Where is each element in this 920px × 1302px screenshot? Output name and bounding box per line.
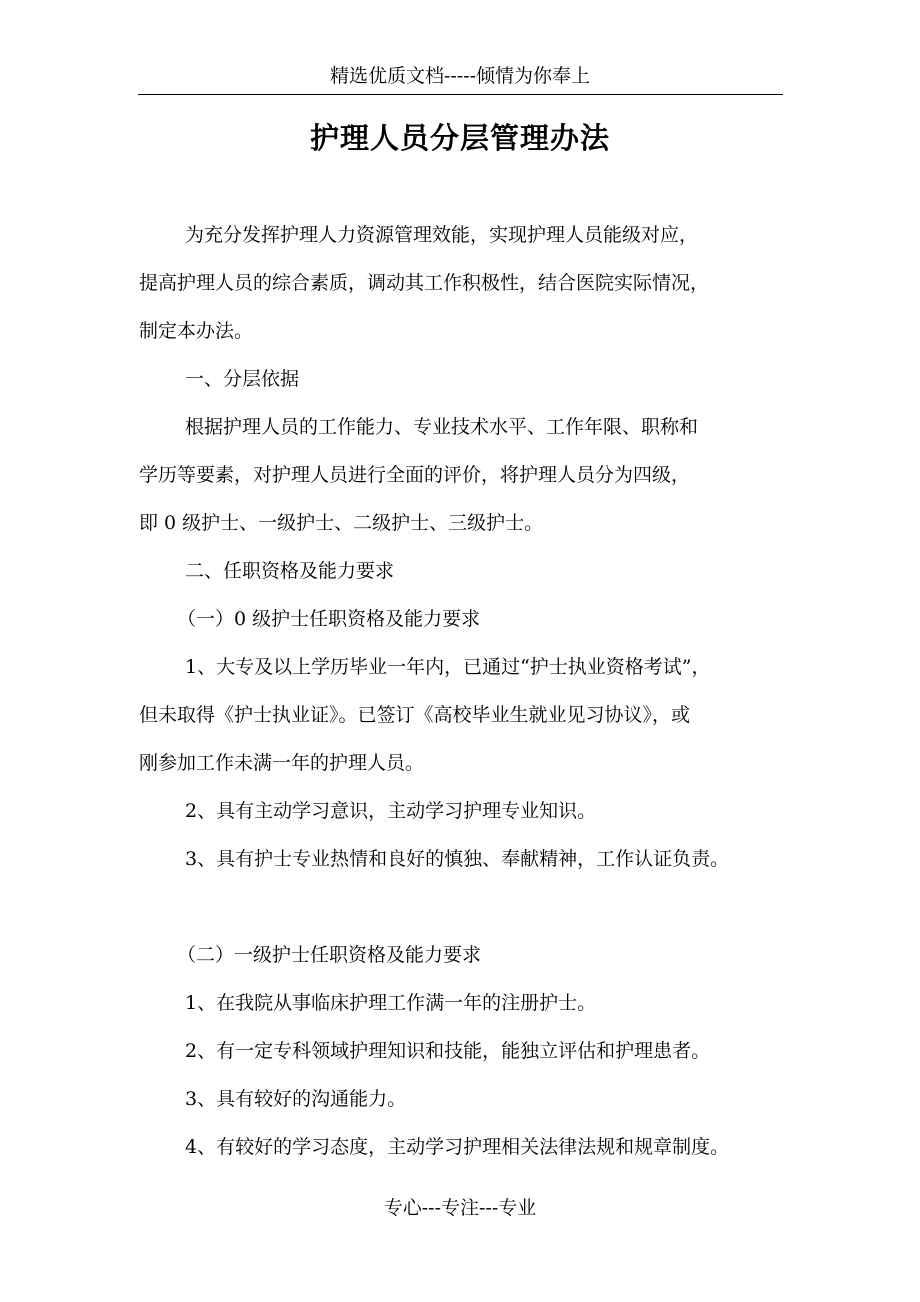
section1-line-3: 即 0 级护士、一级护士、二级护士、三级护士。 — [139, 512, 544, 534]
sub2-heading: （二）一级护士任职资格及能力要求 — [177, 944, 482, 966]
sub1-item1-line-2: 但未取得《护士执业证》。已签订《高校毕业生就业见习协议》，或 — [139, 704, 691, 726]
sub2-item3: 3、具有较好的沟通能力。 — [185, 1088, 407, 1110]
blank-line — [139, 883, 789, 931]
sub1-heading: （一）0 级护士任职资格及能力要求 — [177, 608, 481, 630]
sub1-item1-line-3: 刚参加工作未满一年的护理人员。 — [139, 752, 425, 774]
sub1-item3: 3、具有护士专业热情和良好的慎独、奉献精神，工作认证负责。 — [185, 848, 730, 870]
section2-heading: 二、任职资格及能力要求 — [185, 560, 395, 582]
document-body — [139, 211, 789, 1171]
header-divider — [138, 94, 783, 95]
intro-line-1: 为充分发挥护理人力资源管理效能，实现护理人员能级对应， — [185, 224, 699, 246]
sub2-item2: 2、有一定专科领域护理知识和技能，能独立评估和护理患者。 — [185, 1040, 711, 1062]
section1-line-2: 学历等要素，对护理人员进行全面的评价，将护理人员分为四级， — [139, 464, 691, 486]
section1-heading: 一、分层依据 — [185, 368, 300, 390]
sub1-item1-line-1: 1、大专及以上学历毕业一年内，已通过“护士执业资格考试”， — [185, 656, 711, 678]
intro-line-2: 提高护理人员的综合素质，调动其工作积极性，结合医院实际情况， — [139, 272, 710, 294]
section1-line-1: 根据护理人员的工作能力、专业技术水平、工作年限、职称和 — [185, 416, 699, 438]
sub2-item1: 1、在我院从事临床护理工作满一年的注册护士。 — [185, 992, 597, 1014]
page-footer: 专心---专注---专业 — [383, 1197, 537, 1219]
sub1-item2: 2、具有主动学习意识，主动学习护理专业知识。 — [185, 800, 597, 822]
document-title: 护理人员分层管理办法 — [309, 121, 610, 155]
intro-line-3: 制定本办法。 — [139, 320, 254, 342]
page-header: 精选优质文档-----倾情为你奉上 — [329, 65, 591, 87]
sub2-item4: 4、有较好的学习态度，主动学习护理相关法律法规和规章制度。 — [185, 1136, 730, 1158]
